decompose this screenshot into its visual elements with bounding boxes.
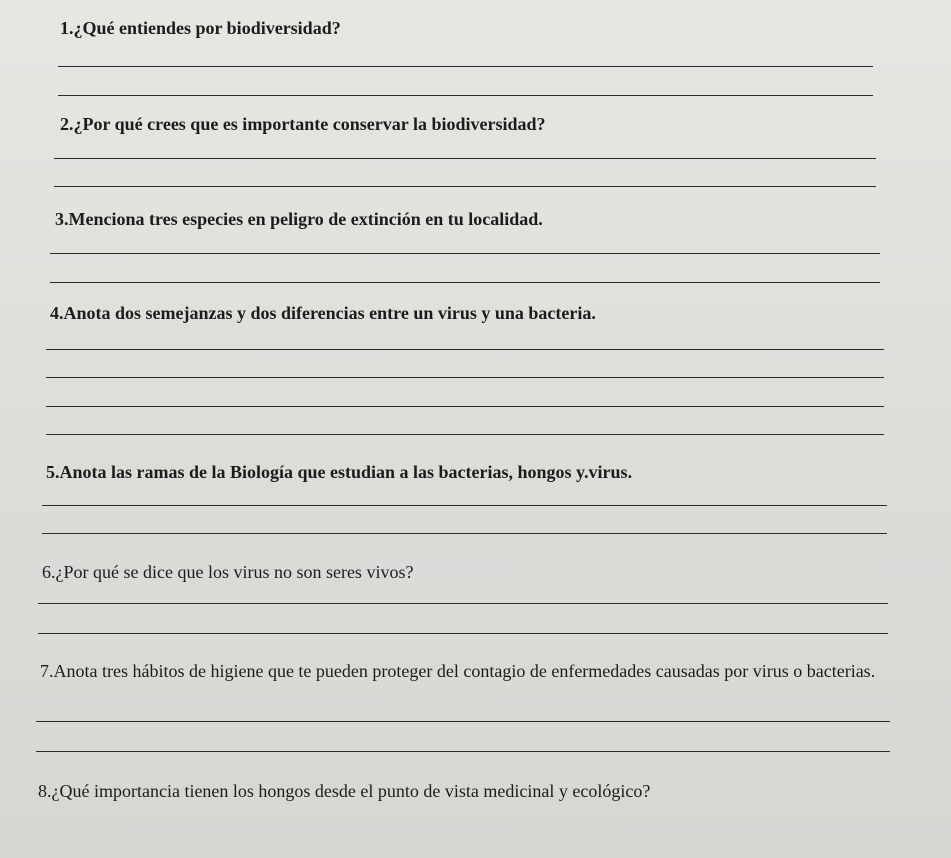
answer-line [36,721,890,722]
answer-line [54,186,876,187]
answer-line [50,282,880,283]
question-6: 6.¿Por qué se dice que los virus no son seres vivos? [42,562,414,582]
answer-line [58,66,873,67]
answer-line [58,95,873,96]
answer-line [50,253,880,254]
question-5: 5.Anota las ramas de la Biología que estudian a las bacterias, hongos y.virus. [46,462,633,482]
answer-line [46,349,884,350]
question-8: 8.¿Qué importancia tienen los hongos desde el punto de vista medicinal y ecológico? [38,781,651,801]
question-1: 1.¿Qué entiendes por biodiversidad? [60,18,341,38]
answer-line [46,434,884,435]
question-7: 7.Anota tres hábitos de higiene que te pueden proteger del contagio de enfermedades causadas por virus o bacterias. [40,661,876,681]
answer-line [54,158,876,159]
question-3: 3.Menciona tres especies en peligro de extinción en tu localidad. [55,209,543,229]
answer-line [46,406,884,407]
answer-line [42,533,887,534]
answer-line [38,633,888,634]
question-4: 4.Anota dos semejanzas y dos diferencias entre un virus y una bacteria. [50,303,596,323]
answer-line [46,377,884,378]
answer-line [38,603,888,604]
answer-line [42,505,887,506]
question-2: 2.¿Por qué crees que es importante conservar la biodiversidad? [60,114,546,134]
answer-line [36,751,890,752]
